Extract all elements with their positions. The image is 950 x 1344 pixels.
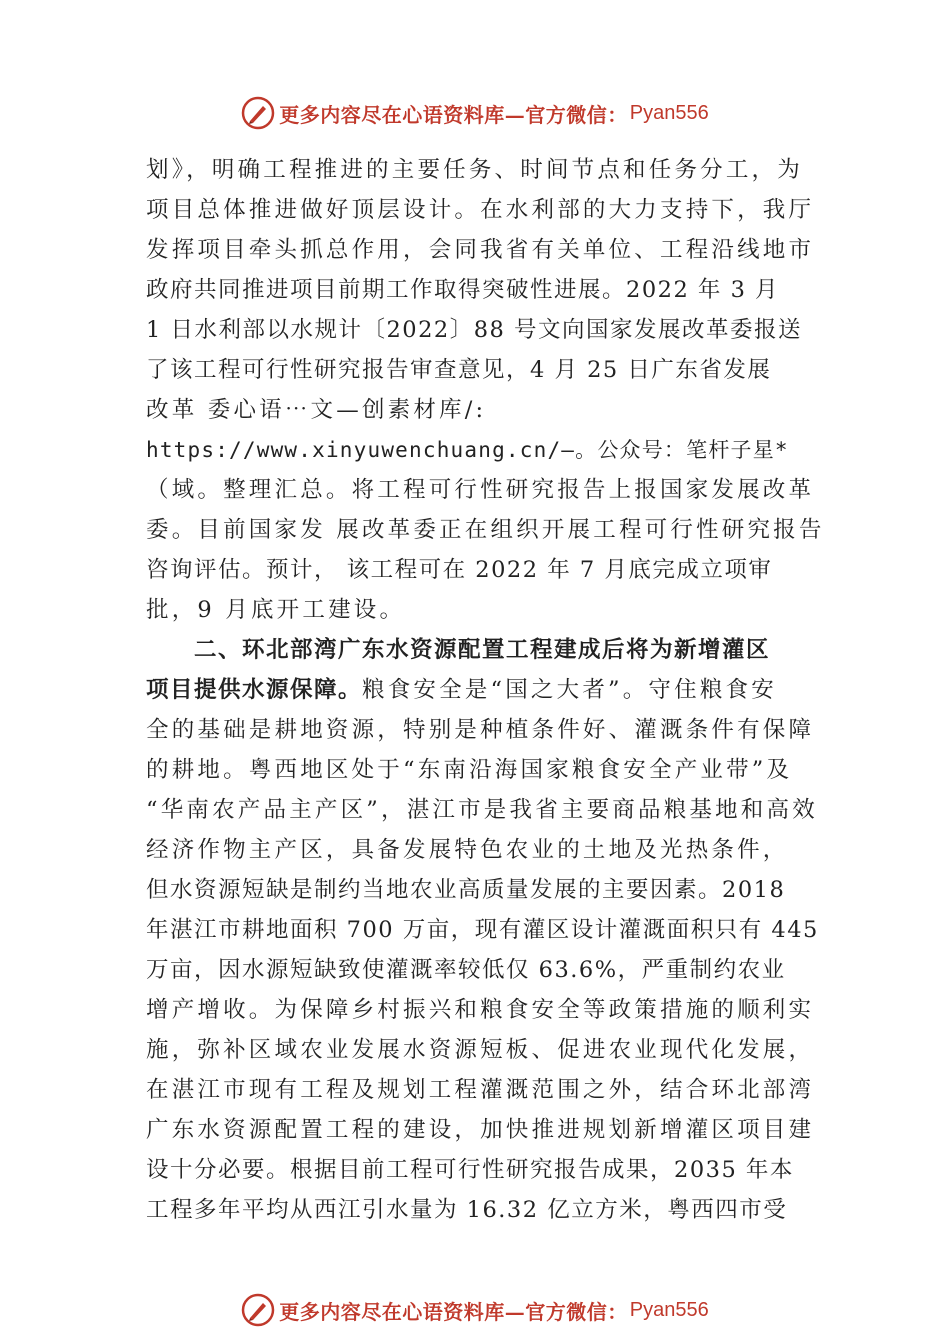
body-line: 在湛江市现有工程及规划工程灌溉范围之外，结合环北部湾: [146, 1077, 815, 1103]
body-line: 了该工程可行性研究报告审查意见，4 月 25 日广东省发展: [146, 357, 772, 383]
footer-banner: [0, 1290, 950, 1330]
banner-text: 更多内容尽在心语资料库—官方微信：: [279, 1299, 628, 1324]
body-line: 项目总体推进做好顶层设计。在水利部的大力支持下，我厅: [146, 197, 815, 223]
heading-continuation: [146, 670, 826, 710]
body-line: 年湛江市耕地面积 700 万亩，现有灌区设计灌溉面积只有 445: [146, 917, 819, 943]
body-line: 设十分必要。根据目前工程可行性研究报告成果，2035 年本: [146, 1157, 794, 1183]
body-line: （域。整理汇总。将工程可行性研究报告上报国家发展改革: [146, 477, 815, 503]
body-line: 工程多年平均从西江引水量为 16.32 亿立方米，粤西四市受: [146, 1197, 788, 1223]
header-banner: [0, 93, 950, 133]
heading-bold-text: 项目提供水源保障。: [146, 677, 363, 703]
pen-logo-icon: [241, 1293, 275, 1327]
pen-logo-icon: [241, 96, 275, 130]
body-line: 施，弥补区域农业发展水资源短板、促进农业现代化发展，: [146, 1037, 815, 1063]
body-line: 咨询评估。预计， 该工程可在 2022 年 7 月底完成立项审: [146, 557, 773, 583]
body-line: 全的基础是耕地资源，特别是种植条件好、灌溉条件有保障: [146, 717, 815, 743]
banner-wechat-id: Pyan556: [629, 1298, 709, 1321]
body-line: 1 日水利部以水规计〔2022〕88 号文向国家发展改革委报送: [146, 317, 803, 343]
body-line: 广东水资源配置工程的建设，加快推进规划新增灌区项目建: [146, 1117, 815, 1143]
body-line: 改革 委心语⋯文—创素材库/:: [146, 397, 487, 423]
body-line: 批，9 月底开工建设。: [146, 597, 406, 623]
heading-rest-text: 粮食安全是“国之大者”。守住粮食安: [362, 677, 777, 703]
body-line: 政府共同推进项目前期工作取得突破性进展。2022 年 3 月: [146, 277, 780, 303]
banner-text: 更多内容尽在心语资料库—官方微信：: [279, 102, 628, 127]
body-line: 增产增收。为保障乡村振兴和粮食安全等政策措施的顺利实: [146, 997, 815, 1023]
body-line: 划》，明确工程推进的主要任务、时间节点和任务分工，为: [146, 157, 803, 183]
banner-wechat-id: Pyan556: [629, 101, 709, 124]
body-line: 的耕地。粤西地区处于“东南沿海国家粮食安全产业带”及: [146, 757, 793, 783]
body-line-url: https://www.xinyuwenchuang.cn/—。公众号：笔杆子星*: [146, 438, 789, 462]
body-line: 发挥项目牵头抓总作用，会同我省有关单位、工程沿线地市: [146, 237, 815, 263]
body-line: 但水资源短缺是制约当地农业高质量发展的主要因素。2018: [146, 877, 786, 903]
body-line: 经济作物主产区，具备发展特色农业的土地及光热条件，: [146, 837, 789, 863]
document-body: [146, 150, 826, 1230]
body-line: 委。目前国家发 展改革委正在组织开展工程可行性研究报告: [146, 517, 825, 543]
body-line: “华南农产品主产区”，湛江市是我省主要商品粮基地和高效: [146, 797, 818, 823]
body-line: 万亩，因水源短缺致使灌溉率较低仅 63.6%，严重制约农业: [146, 957, 786, 983]
section-heading: 二、环北部湾广东水资源配置工程建成后将为新增灌区: [194, 637, 771, 663]
